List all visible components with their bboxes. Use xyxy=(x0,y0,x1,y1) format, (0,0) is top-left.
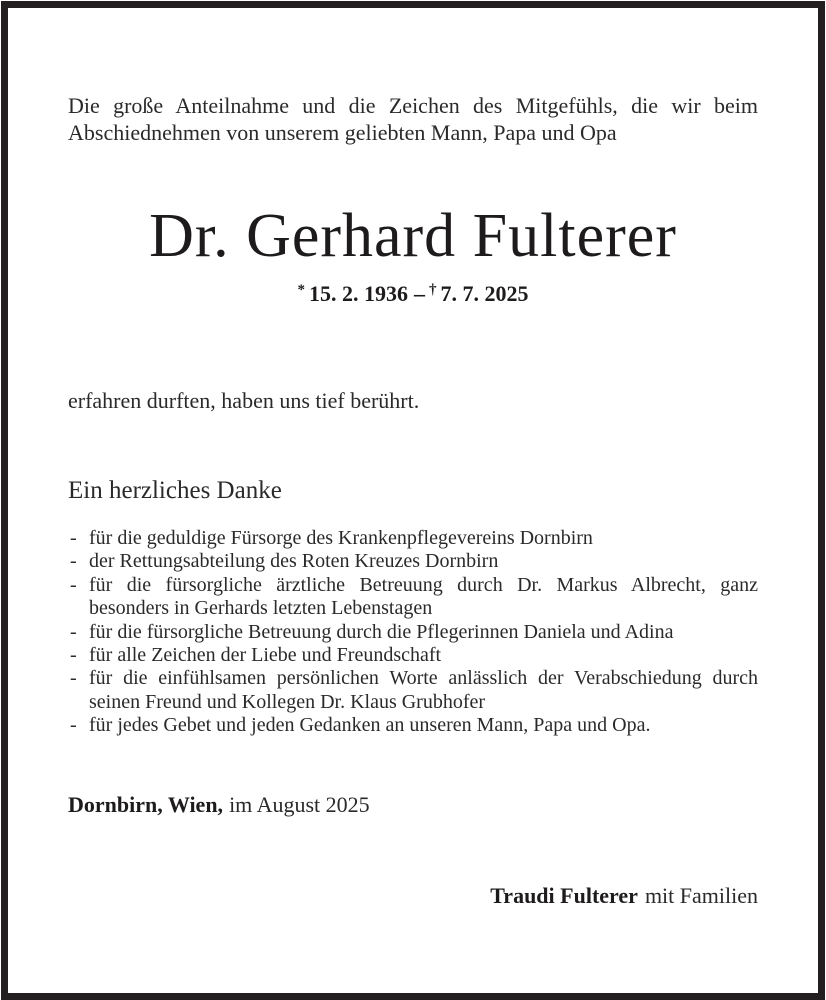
list-dash: - xyxy=(70,644,77,667)
thanks-item xyxy=(68,621,758,644)
thanks-item-text: für die einfühlsamen persönlichen Worte anlässlich der Verabschiedung durch seinen Freund und Kollegen Dr. Klaus Grubhofer xyxy=(89,667,758,713)
list-dash: - xyxy=(70,620,77,643)
death-symbol: † xyxy=(429,282,437,298)
thanks-item-text: für alle Zeichen der Liebe und Freundschaft xyxy=(89,644,442,667)
thanks-item-text: für jedes Gebet und jeden Gedanken an unseren Mann, Papa und Opa. xyxy=(89,714,651,737)
thanks-item xyxy=(68,667,758,714)
closing-place: Dornbirn, Wien, xyxy=(68,792,224,817)
signature-line xyxy=(68,882,758,909)
thanks-item-text: der Rettungsabteilung des Roten Kreuzes Dornbirn xyxy=(89,550,499,573)
birth-symbol: * xyxy=(297,282,305,298)
list-dash: - xyxy=(70,527,77,549)
thanks-item xyxy=(68,644,758,667)
signature-suffix: mit Familien xyxy=(644,883,758,908)
signature-name: Traudi Fulterer xyxy=(490,883,638,908)
dates-separator: – xyxy=(414,281,425,306)
thanks-item-text: für die fürsorgliche Betreuung durch die Pflegerinnen Daniela und Adina xyxy=(89,620,674,643)
thanks-item xyxy=(68,550,758,573)
closing-date: im August 2025 xyxy=(229,792,370,817)
life-dates xyxy=(68,277,758,307)
list-dash: - xyxy=(70,714,77,737)
list-dash: - xyxy=(70,667,77,690)
thanks-item xyxy=(68,714,758,737)
thanks-item-text: für die fürsorgliche ärztliche Betreuung durch Dr. Markus Albrecht, ganz besonders in Gerhards letzten Lebenstagen xyxy=(89,573,758,620)
thanks-list xyxy=(68,527,758,738)
thanks-item xyxy=(68,574,758,621)
thanks-item xyxy=(68,527,758,550)
list-dash: - xyxy=(70,573,77,596)
list-dash: - xyxy=(70,550,77,573)
closing-line xyxy=(68,791,758,818)
intro-text xyxy=(68,92,758,146)
continuation-text: erfahren durften, haben uns tief berührt. xyxy=(68,388,420,413)
intro-line-2: Abschiednehmen von unserem geliebten Mann, Papa und Opa xyxy=(68,120,617,145)
death-date: 7. 7. 2025 xyxy=(440,281,529,306)
thanks-heading: Ein herzliches Danke xyxy=(68,477,282,504)
birth-date: 15. 2. 1936 xyxy=(309,281,408,306)
deceased-name: Dr. Gerhard Fulterer xyxy=(149,202,677,270)
intro-line-1: Die große Anteilnahme und die Zeichen des Mitgefühls, die wir beim xyxy=(68,93,758,118)
thanks-item-text: für die geduldige Fürsorge des Krankenpflegevereins Dornbirn xyxy=(89,527,593,549)
